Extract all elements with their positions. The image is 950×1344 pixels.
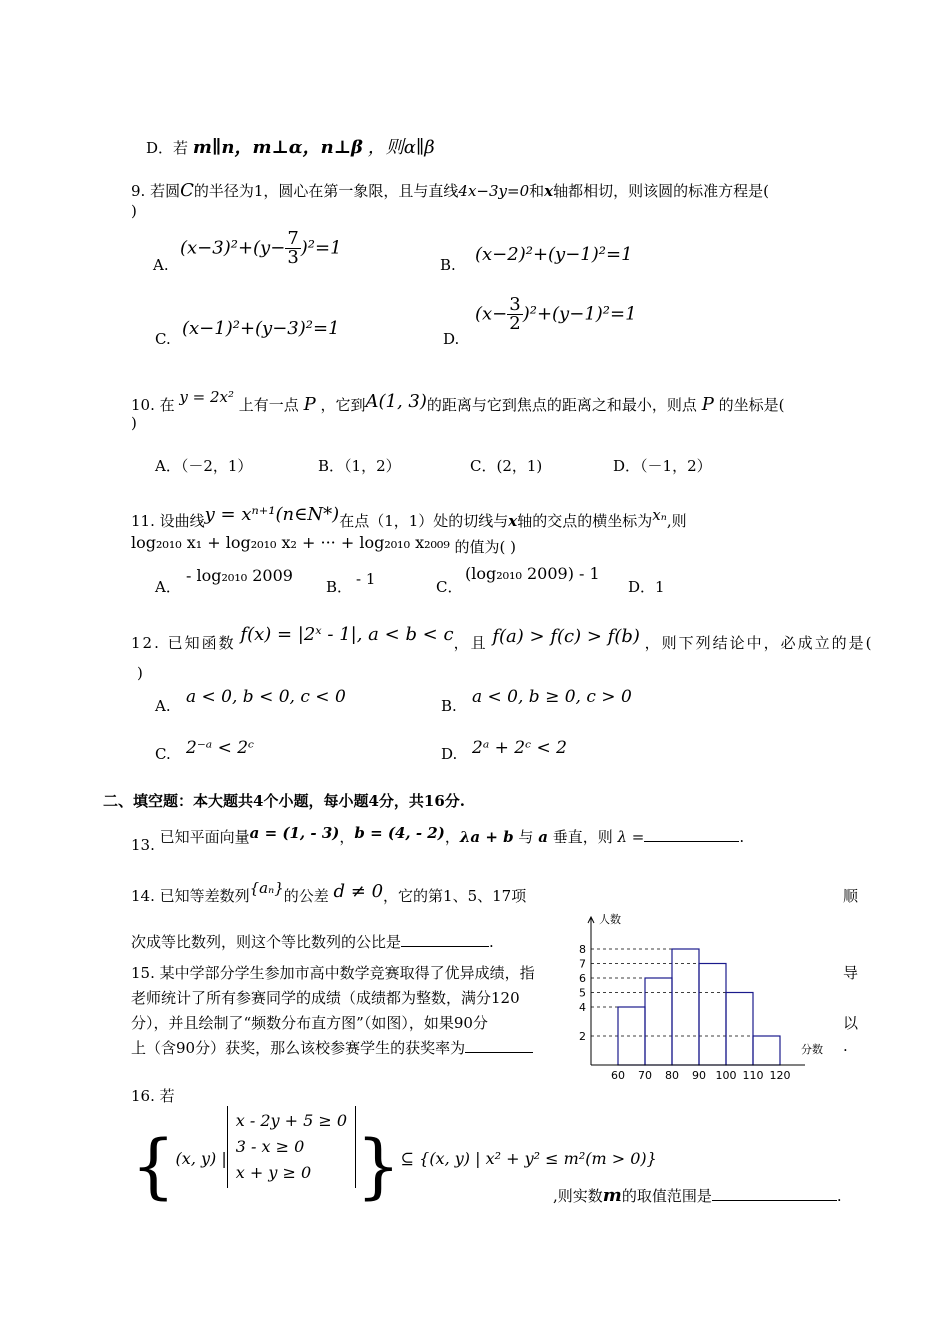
q9-line-eq: 4x−3y=0: [458, 182, 530, 200]
y-tick-label-4: 4: [579, 1001, 586, 1014]
q9-d-den: 2: [509, 313, 521, 334]
q11-t3: ,则: [666, 512, 687, 530]
q13-end: .: [739, 828, 745, 846]
q9-a-label: A.: [153, 256, 169, 274]
q11-t4: 的值为( ): [454, 538, 517, 556]
frequency-histogram: [565, 905, 825, 1085]
q11-xn: xₙ: [652, 506, 667, 524]
q8-d-label: D．若: [146, 139, 189, 157]
q16-num: 16. 若: [131, 1087, 175, 1105]
x-tick-label-80: 80: [665, 1069, 679, 1082]
y-tick-label-8: 8: [579, 943, 586, 956]
q9-option-d: [475, 296, 637, 333]
q11-option-c: (log₂₀₁₀ 2009) - 1: [465, 564, 600, 583]
q9-d-label: D.: [443, 330, 460, 348]
q9-stem-d: 轴都相切，则该圆的标准方程是(: [553, 182, 769, 200]
q15-right4: .: [843, 1037, 848, 1055]
q10-point-a: A(1, 3): [365, 391, 427, 412]
q16-ineq-1: x - 2y + 5 ≥ 0: [235, 1111, 348, 1130]
q13-num: 13.: [131, 836, 155, 854]
y-axis-title: 人数: [599, 913, 621, 926]
q8-option-d: [146, 133, 435, 159]
q9-d-part2: )²+(y−1)²=1: [522, 303, 637, 325]
q12-function: f(x) = |2ˣ - 1|, a < b < c: [240, 624, 454, 645]
q11-x: x: [508, 512, 518, 530]
q8-d-math: m∥n，m⊥α，n⊥β: [192, 137, 363, 158]
q10-t3: 的距离与它到焦点的距离之和最小，则点: [426, 396, 697, 414]
q9-paren: ): [131, 202, 137, 220]
q10-option-d: D．（－1，2）: [613, 457, 712, 475]
histogram-axes: [588, 917, 805, 1065]
x-tick-label-110: 110: [742, 1069, 764, 1082]
q16-tail: [553, 1185, 842, 1206]
q13-t1: 已知平面向量: [159, 828, 250, 846]
q12-c-label: C.: [155, 745, 171, 763]
q10-option-c: C．(2，1): [470, 457, 543, 475]
q9-a-part2: )²=1: [300, 237, 342, 259]
q11-option-a: - log₂₀₁₀ 2009: [186, 566, 293, 585]
q11-t2: 轴的交点的横坐标为: [517, 512, 653, 530]
q14-end: .: [489, 933, 494, 951]
q11-t1: 在点（1，1）处的切线与: [339, 512, 509, 530]
q16-ineq-2: 3 - x ≥ 0: [235, 1137, 305, 1156]
section-2-heading: 二、填空题：本大题共4个小题，每小题4分，共16分.: [103, 792, 465, 810]
q9-c-label: C.: [155, 330, 171, 348]
q9-a-fraction: [285, 230, 300, 267]
q12-option-c: 2⁻ᵃ < 2ᶜ: [186, 738, 255, 758]
q10-num: 10. 在: [131, 396, 175, 414]
q12-paren: ): [137, 664, 143, 682]
q16-set-lead: (x, y) |: [175, 1149, 227, 1168]
q12-num: 12. 已知函数: [131, 634, 236, 652]
y-tick-label-2: 2: [579, 1030, 586, 1043]
q15-line1: 15. 某中学部分学生参加市高中数学竞赛取得了优异成绩，指: [131, 964, 535, 982]
q10-p: P: [303, 394, 316, 415]
q15-line3: 分），并且绘制了“频数分布直方图”（如图），如果90分: [131, 1014, 488, 1032]
q12-option-b: a < 0, b ≥ 0, c > 0: [472, 687, 632, 707]
q9-option-a: [180, 230, 342, 267]
q16-right-brace-icon: }: [356, 1125, 401, 1207]
q10-paren: ): [131, 414, 137, 432]
q13-lambda: λ =: [617, 828, 645, 846]
q11-curve: y = xⁿ⁺¹(n∈N*): [204, 504, 340, 525]
x-tick-label-70: 70: [638, 1069, 652, 1082]
q13-vector-a: a = (1, - 3): [249, 824, 340, 842]
q13-vector-b: b = (4, - 2): [354, 824, 445, 842]
q15-line4: [131, 1037, 533, 1058]
x-tick-label-120: 120: [769, 1069, 791, 1082]
q16-inequality-system: [227, 1106, 356, 1188]
q14-num: 14. 已知等差数列: [131, 887, 250, 905]
q9-stem: [131, 180, 769, 201]
q13-line: 13. 已知平面向量a = (1, - 3)，b = (4, - 2)，λa + b 与 a 垂直，则 λ = .: [131, 824, 745, 854]
q11-a-label: A．: [155, 578, 181, 596]
q16-subset: ⊆ {(x, y) | x² + y² ≤ m²(m > 0)}: [400, 1149, 657, 1168]
q15-right3: 以: [843, 1014, 859, 1032]
q10-curve: y = 2x²: [179, 388, 235, 406]
q10-stem: [131, 388, 785, 415]
q14-right-char: 顺: [843, 887, 859, 905]
q9-x: x: [544, 182, 554, 200]
q13-t3: 垂直，则: [552, 828, 613, 846]
histogram-bars: [618, 949, 780, 1065]
q13-t2: 与: [518, 828, 534, 846]
q15-line4-text: 上（含90分）获奖，那么该校参赛学生的获奖率为: [131, 1039, 466, 1057]
q10-option-b: B．（1，2）: [318, 457, 401, 475]
x-axis-title: 分数: [801, 1043, 823, 1056]
q9-a-part1: (x−3)²+(y−: [180, 237, 286, 259]
q11-log-sum: log₂₀₁₀ x₁ + log₂₀₁₀ x₂ + ··· + log₂₀₁₀ x₂₀₀₉: [131, 533, 450, 552]
q13-answer-blank[interactable]: [644, 841, 739, 842]
q12-b-label: B.: [441, 697, 457, 715]
q12-option-a: a < 0, b < 0, c < 0: [186, 687, 346, 707]
q12-condition: f(a) > f(c) > f(b): [492, 626, 640, 647]
q9-option-c: (x−1)²+(y−3)²=1: [182, 318, 340, 339]
q12-t1: ，且: [453, 634, 488, 652]
x-tick-label-90: 90: [692, 1069, 706, 1082]
q12-t2: ，则下列结论中，必成立的是(: [644, 634, 874, 652]
q11-stem: [131, 504, 687, 531]
q16-ineq-3: x + y ≥ 0: [235, 1163, 312, 1182]
q10-option-a: A．（－2，1）: [155, 457, 253, 475]
q11-b-label: B．: [326, 578, 353, 596]
q9-b-label: B.: [440, 256, 456, 274]
q9-a-num: 7: [287, 228, 299, 249]
q8-d-math-2: ，则α∥β: [367, 137, 435, 158]
q9-stem-a: 9. 若圆: [131, 182, 181, 200]
q12-stem: [131, 624, 874, 653]
histogram-bar-110-120: [753, 1036, 780, 1065]
q10-t1: 上有一点: [238, 396, 299, 414]
q16-t2: 的取值范围是: [621, 1187, 712, 1205]
q9-stem-c: 和: [529, 182, 545, 200]
q15-answer-blank[interactable]: [465, 1052, 533, 1053]
q14-an: {aₙ}: [249, 879, 284, 897]
x-tick-label-60: 60: [611, 1069, 625, 1082]
y-tick-label-6: 6: [579, 972, 586, 985]
q15-line2: 老师统计了所有参赛同学的成绩（成绩都为整数，满分120: [131, 989, 520, 1007]
q10-p2: P: [701, 394, 714, 415]
q9-d-part1: (x−: [475, 303, 508, 325]
y-tick-label-5: 5: [579, 986, 586, 1000]
q9-option-b: (x−2)²+(y−1)²=1: [475, 244, 633, 265]
q12-a-label: A.: [155, 697, 171, 715]
q16-left-brace-icon: {: [131, 1125, 176, 1207]
histogram-bar-70-80: [645, 978, 672, 1065]
x-tick-label-100: 100: [715, 1069, 737, 1082]
q9-c: C: [180, 180, 194, 201]
histogram-bar-80-90: [672, 949, 699, 1065]
q9-d-fraction: [507, 296, 522, 333]
q11-option-d: D．1: [628, 578, 665, 596]
q12-option-d: 2ᵃ + 2ᶜ < 2: [472, 738, 567, 758]
histogram-bar-90-100: [699, 964, 726, 1066]
q9-a-den: 3: [287, 247, 299, 268]
q12-d-label: D.: [441, 745, 458, 763]
q14-line2: [131, 931, 494, 952]
q14-t1: 的公差: [283, 887, 329, 905]
y-tick-label-7: 7: [579, 957, 586, 971]
q11-expr-line: [131, 533, 517, 557]
q13-expr: λa + b: [459, 828, 514, 846]
q14-t2: ，它的第1、5、17项: [383, 887, 527, 905]
q16-answer-blank[interactable]: [712, 1200, 837, 1201]
q14-line1: [131, 879, 527, 906]
q14-answer-blank[interactable]: [401, 946, 489, 947]
q11-c-label: C．: [436, 578, 463, 596]
q9-stem-b: 的半径为1，圆心在第一象限，且与直线: [193, 182, 459, 200]
q14-line2-text: 次成等比数列，则这个等比数列的公比是: [131, 933, 402, 951]
q16-m: m: [602, 1185, 622, 1206]
q9-d-num: 3: [509, 294, 521, 315]
q13-a2: a: [538, 828, 548, 846]
histogram-labels: [579, 912, 823, 1082]
q16-end: .: [836, 1187, 842, 1205]
histogram-bar-100-110: [726, 993, 753, 1066]
q15-right1: 导: [843, 964, 859, 982]
q10-t4: 的坐标是(: [718, 396, 785, 414]
q14-d: d ≠ 0: [333, 881, 384, 902]
q16-t1: ,则实数: [553, 1187, 603, 1205]
q11-num: 11. 设曲线: [131, 512, 205, 530]
q10-t2: ，它到: [320, 396, 366, 414]
q11-option-b: - 1: [356, 570, 376, 588]
